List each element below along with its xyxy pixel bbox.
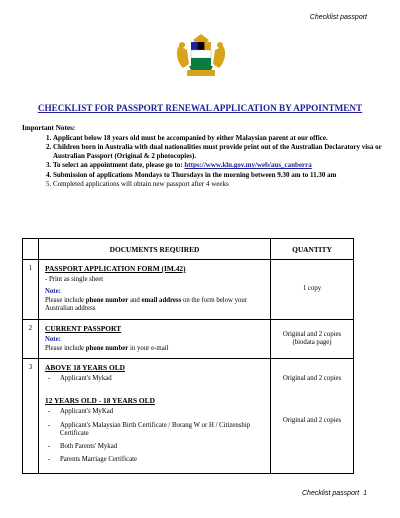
note-item: 1. Applicant below 18 years old must be accompanied by either Malaysian parent at our office.: [53, 134, 393, 142]
list-item: - Applicant's Mykad: [45, 375, 267, 383]
table-row: [23, 359, 354, 474]
quantity-cell: Original and 2 copies (biodata page): [271, 319, 354, 359]
quantity-12-18: Original and 2 copies: [282, 417, 342, 424]
note-label: Note:: [45, 335, 61, 343]
section-title: 12 YEARS OLD - 18 YEARS OLD: [45, 396, 155, 406]
row-number: 2: [23, 319, 39, 359]
appointment-link[interactable]: https://www.kln.gov.my/web/aus_canberra: [184, 161, 312, 170]
quantity-cell: 1 copy: [271, 260, 354, 320]
list-item: - Both Parents' Mykad: [45, 443, 267, 451]
documents-header: DOCUMENTS REQUIRED: [39, 239, 271, 260]
coat-of-arms-logo: [171, 32, 231, 84]
note-text: To select an appointment date, please go to:: [53, 161, 185, 170]
num-header: [23, 239, 39, 260]
document-cell: [39, 260, 271, 320]
page-title: CHECKLIST FOR PASSPORT RENEWAL APPLICATION BY APPOINTMENT: [37, 103, 363, 113]
note-item: 4. Submission of applications Mondays to Thursdays in the morning between 9.30 am to 11.30 am: [53, 171, 393, 179]
table-row: [23, 319, 354, 359]
important-notes-heading: Important Notes:: [22, 124, 76, 132]
table-header-row: [23, 239, 354, 260]
document-list: [45, 408, 267, 464]
section-title: CURRENT PASSPORT: [45, 323, 122, 333]
important-notes-list: [22, 134, 393, 190]
list-item: - Applicant's MyKad: [45, 408, 267, 416]
quantity-cell: [271, 359, 354, 474]
page-number: 1: [363, 490, 367, 497]
document-cell: [39, 359, 271, 474]
page-header-label: Checklist passport: [309, 14, 367, 21]
list-item: - Parents Marriage Certificate: [45, 456, 267, 464]
page-footer: [302, 490, 367, 497]
row-number: 3: [23, 359, 39, 474]
quantity-header: QUANTITY: [271, 239, 354, 260]
row-number: 1: [23, 260, 39, 320]
section-title: ABOVE 18 YEARS OLD: [45, 363, 126, 372]
list-item: - Applicant's Malaysian Birth Certificate / Borang W or H / Citizenship Certificate: [45, 422, 267, 439]
table-row: [23, 260, 354, 320]
documents-table: [22, 238, 354, 474]
note-label: Note:: [45, 287, 61, 295]
section-title: PASSPORT APPLICATION FORM (IM.42): [45, 264, 186, 273]
note-item: 5. Completed applications will obtain new passport after 4 weeks: [53, 180, 393, 188]
quantity-above-18: Original and 2 copies: [282, 375, 342, 382]
note-item: 2. Children born in Australia with dual nationalities must provide print out of the Australian Declaratory visa or Australian Passport (Original & 2 photocopies).: [53, 143, 393, 160]
note-item: [53, 161, 393, 169]
document-list: [45, 375, 267, 383]
footer-label: Checklist passport: [302, 490, 360, 497]
note-text: Please include phone number and email address on the form below your Australian address: [45, 296, 248, 312]
instruction-text: - Print as single sheet: [45, 276, 104, 283]
note-text: Please include phone number in your e-mail: [45, 344, 169, 352]
document-cell: [39, 319, 271, 359]
